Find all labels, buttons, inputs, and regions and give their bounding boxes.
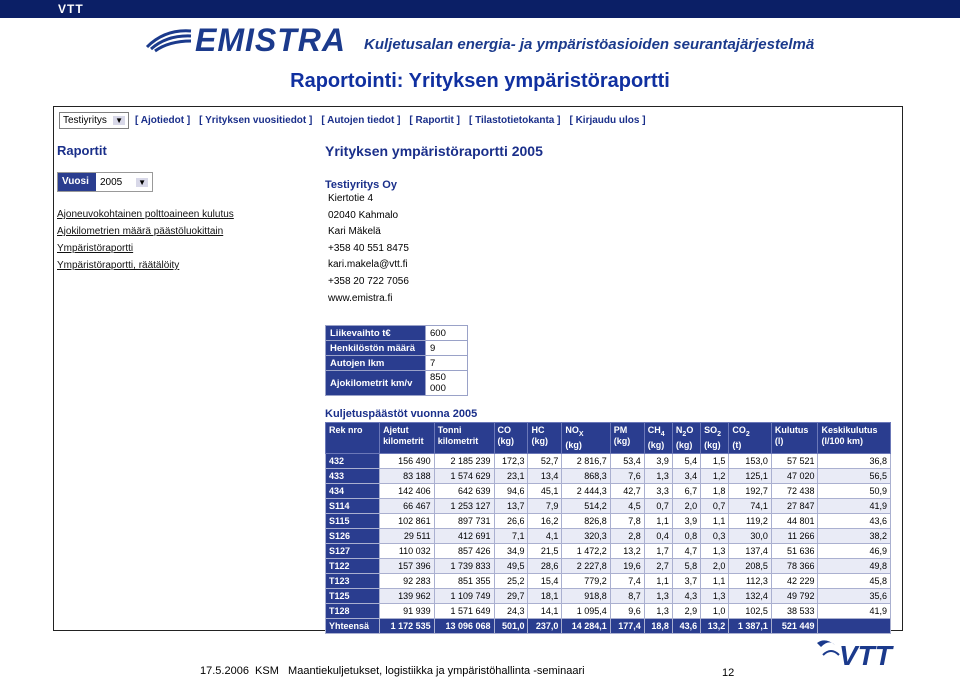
reg-number-cell: T125 <box>326 588 380 603</box>
table-cell: 110 032 <box>380 543 435 558</box>
table-cell: 94,6 <box>494 483 528 498</box>
key-value: 7 <box>426 356 468 371</box>
table-cell: 24,3 <box>494 603 528 618</box>
table-cell: 2,8 <box>610 528 644 543</box>
emissions-table <box>325 422 891 634</box>
table-cell: 49,8 <box>818 558 891 573</box>
table-header-row <box>326 423 891 454</box>
table-cell: 92 283 <box>380 573 435 588</box>
table-cell: 5,8 <box>672 558 700 573</box>
total-cell: 13,2 <box>701 618 729 633</box>
table-cell: 779,2 <box>562 573 610 588</box>
table-cell: 57 521 <box>771 453 818 468</box>
table-cell: 1,3 <box>644 603 672 618</box>
table-row <box>326 371 468 396</box>
table-cell: 0,7 <box>701 498 729 513</box>
nav-link-yrityksen-vuositiedot[interactable]: [ Yrityksen vuositiedot ] <box>199 115 313 126</box>
footer-text: 17.5.2006 KSM Maantiekuljetukset, logistiikka ja ympäristöhallinta -seminaari <box>200 665 585 677</box>
column-header-label: N <box>675 425 683 436</box>
column-header <box>610 423 644 454</box>
table-cell: 157 396 <box>380 558 435 573</box>
key-label: Liikevaihto t€ <box>326 326 426 341</box>
column-header-unit: (t) <box>732 439 742 450</box>
emistra-brand: EMISTRA <box>195 21 346 58</box>
table-cell: 34,9 <box>494 543 528 558</box>
table-cell: 1,3 <box>644 588 672 603</box>
reg-number-cell: 432 <box>326 453 380 468</box>
table-cell: 1 574 629 <box>434 468 494 483</box>
key-value: 850 000 <box>426 371 468 396</box>
table-cell: 112,3 <box>729 573 772 588</box>
key-figures-table <box>325 325 468 396</box>
column-header-unit: (l/100 km) <box>821 436 863 447</box>
column-header-subscript: 2 <box>717 430 722 438</box>
column-header-unit: (l) <box>774 436 784 447</box>
table-cell: 72 438 <box>771 483 818 498</box>
table-cell: 1,5 <box>701 453 729 468</box>
contact-line: +358 40 551 8475 <box>328 242 409 254</box>
total-cell: 1 172 535 <box>380 618 435 633</box>
table-cell: 1,1 <box>644 573 672 588</box>
table-cell: 8,7 <box>610 588 644 603</box>
total-label: Yhteensä <box>326 618 380 633</box>
table-cell: 3,7 <box>672 573 700 588</box>
table-cell: 897 731 <box>434 513 494 528</box>
contact-block <box>325 191 895 307</box>
vtt-logo-text: VTT <box>839 640 892 669</box>
reg-number-cell: S126 <box>326 528 380 543</box>
emissions-body <box>326 453 891 633</box>
table-cell: 1,7 <box>644 543 672 558</box>
column-header <box>434 423 494 454</box>
table-cell: 320,3 <box>562 528 610 543</box>
table-row <box>326 326 468 341</box>
emistra-tagline: Kuljetusalan energia- ja ympäristöasioiden seurantajärjestelmä <box>364 35 815 53</box>
nav-link-raportit[interactable]: [ Raportit ] <box>409 115 460 126</box>
table-row <box>326 588 891 603</box>
table-cell: 11 266 <box>771 528 818 543</box>
table-cell: 1,1 <box>701 573 729 588</box>
total-cell: 43,6 <box>672 618 700 633</box>
nav-link-kirjaudu-ulos[interactable]: [ Kirjaudu ulos ] <box>569 115 646 126</box>
column-header-unit: (kg) <box>613 436 631 447</box>
table-cell: 102,5 <box>729 603 772 618</box>
table-cell: 18,1 <box>528 588 562 603</box>
reg-number-cell: 434 <box>326 483 380 498</box>
column-header-subscript: 2 <box>682 430 687 438</box>
table-cell: 7,8 <box>610 513 644 528</box>
table-cell: 19,6 <box>610 558 644 573</box>
app-frame <box>53 106 903 631</box>
table-cell: 868,3 <box>562 468 610 483</box>
table-cell: 1 571 649 <box>434 603 494 618</box>
table-cell: 4,5 <box>610 498 644 513</box>
emissions-title: Kuljetuspäästöt vuonna 2005 <box>325 408 478 421</box>
year-select[interactable] <box>57 172 153 192</box>
table-cell: 918,8 <box>562 588 610 603</box>
table-cell: 851 355 <box>434 573 494 588</box>
table-cell: 13,7 <box>494 498 528 513</box>
table-cell: 91 939 <box>380 603 435 618</box>
table-cell: 642 639 <box>434 483 494 498</box>
table-row <box>326 356 468 371</box>
table-cell: 412 691 <box>434 528 494 543</box>
table-cell: 15,4 <box>528 573 562 588</box>
table-cell: 2,9 <box>672 603 700 618</box>
table-cell: 2,7 <box>644 558 672 573</box>
header-label: VTT <box>58 2 84 16</box>
table-cell: 826,8 <box>562 513 610 528</box>
table-cell: 43,6 <box>818 513 891 528</box>
table-cell: 53,4 <box>610 453 644 468</box>
column-header-subscript: 2 <box>745 430 750 438</box>
table-cell: 1,1 <box>701 513 729 528</box>
column-header-label: PM <box>613 425 628 436</box>
table-cell: 1,8 <box>701 483 729 498</box>
table-row <box>326 513 891 528</box>
table-cell: 2 185 239 <box>434 453 494 468</box>
table-cell: 36,8 <box>818 453 891 468</box>
vtt-header-bar <box>0 0 960 18</box>
contact-line: 02040 Kahmalo <box>328 209 399 221</box>
nav-link-autojen-tiedot[interactable]: [ Autojen tiedot ] <box>321 115 401 126</box>
slide-title: Raportointi: Yrityksen ympäristöraportti <box>290 70 670 92</box>
column-header-unit: kilometrit <box>437 436 479 447</box>
table-cell: 13,2 <box>610 543 644 558</box>
table-cell: 2 444,3 <box>562 483 610 498</box>
contact-line: Kari Mäkelä <box>328 226 381 238</box>
table-cell: 45,8 <box>818 573 891 588</box>
column-header-unit: (kg) <box>675 439 693 450</box>
table-cell: 1,3 <box>644 468 672 483</box>
table-cell: 0,3 <box>701 528 729 543</box>
table-cell: 132,4 <box>729 588 772 603</box>
column-header <box>729 423 772 454</box>
sidebar <box>57 143 277 274</box>
column-header-label: Tonni <box>437 425 462 436</box>
table-cell: 45,1 <box>528 483 562 498</box>
vtt-logo-icon <box>815 635 910 669</box>
table-cell: 142 406 <box>380 483 435 498</box>
table-cell: 2 816,7 <box>562 453 610 468</box>
column-header-label: Keskikulutus <box>821 425 878 436</box>
table-cell: 38,2 <box>818 528 891 543</box>
column-header-unit: (kg) <box>704 439 721 450</box>
table-cell: 3,4 <box>672 468 700 483</box>
total-row <box>326 618 891 633</box>
year-value: 2005 <box>100 176 123 188</box>
table-cell: 208,5 <box>729 558 772 573</box>
table-row <box>326 573 891 588</box>
table-cell: 56,5 <box>818 468 891 483</box>
table-cell: 51 636 <box>771 543 818 558</box>
year-dropdown[interactable] <box>96 173 152 191</box>
company-select[interactable] <box>59 112 129 129</box>
column-header-label: HC <box>531 425 545 436</box>
column-header-subscript: 4 <box>660 430 665 438</box>
table-row <box>326 498 891 513</box>
contact-line: Kiertotie 4 <box>328 193 374 204</box>
table-row <box>326 528 891 543</box>
report-links <box>57 206 277 274</box>
reg-number-cell: S114 <box>326 498 380 513</box>
table-cell: 29 511 <box>380 528 435 543</box>
table-cell: 50,9 <box>818 483 891 498</box>
table-cell: 119,2 <box>729 513 772 528</box>
column-header <box>494 423 528 454</box>
column-header-label: Ajetut <box>383 425 409 436</box>
table-cell: 35,6 <box>818 588 891 603</box>
column-header <box>380 423 435 454</box>
report-link[interactable]: Ajoneuvokohtainen polttoaineen kulutus <box>57 209 234 220</box>
table-cell: 172,3 <box>494 453 528 468</box>
table-cell: 2,0 <box>672 498 700 513</box>
table-cell: 3,3 <box>644 483 672 498</box>
key-label: Autojen lkm <box>326 356 426 371</box>
table-cell: 1,1 <box>644 513 672 528</box>
reg-number-cell: S127 <box>326 543 380 558</box>
table-cell: 7,6 <box>610 468 644 483</box>
contact-line: kari.makela@vtt.fi <box>328 259 408 271</box>
total-cell <box>818 618 891 633</box>
column-header <box>771 423 818 454</box>
report-title: Yrityksen ympäristöraportti 2005 <box>325 143 543 159</box>
chevron-down-icon: ▼ <box>138 177 146 187</box>
table-cell: 7,4 <box>610 573 644 588</box>
table-cell: 1 739 833 <box>434 558 494 573</box>
table-cell: 1,3 <box>701 543 729 558</box>
table-cell: 102 861 <box>380 513 435 528</box>
table-cell: 7,1 <box>494 528 528 543</box>
column-header <box>818 423 891 454</box>
column-header-unit: (kg) <box>647 439 665 450</box>
chevron-down-icon: ▼ <box>115 116 123 125</box>
table-cell: 30,0 <box>729 528 772 543</box>
key-label: Ajokilometrit km/v <box>326 371 426 396</box>
table-cell: 153,0 <box>729 453 772 468</box>
table-cell: 139 962 <box>380 588 435 603</box>
table-cell: 125,1 <box>729 468 772 483</box>
table-cell: 41,9 <box>818 603 891 618</box>
table-cell: 78 366 <box>771 558 818 573</box>
table-cell: 0,7 <box>644 498 672 513</box>
table-cell: 25,2 <box>494 573 528 588</box>
table-cell: 0,8 <box>672 528 700 543</box>
table-cell: 66 467 <box>380 498 435 513</box>
table-cell: 1 472,2 <box>562 543 610 558</box>
column-header-unit: (kg) <box>565 439 582 450</box>
table-row <box>326 468 891 483</box>
reg-number-cell: T128 <box>326 603 380 618</box>
table-cell: 26,6 <box>494 513 528 528</box>
table-cell: 14,1 <box>528 603 562 618</box>
table-cell: 83 188 <box>380 468 435 483</box>
column-header-label: CO <box>497 425 512 436</box>
report-panel <box>325 143 895 634</box>
emistra-swoosh-icon <box>145 25 193 55</box>
table-cell: 47 020 <box>771 468 818 483</box>
table-cell: 1,0 <box>701 603 729 618</box>
total-cell: 18,8 <box>644 618 672 633</box>
table-cell: 49,5 <box>494 558 528 573</box>
table-cell: 41,9 <box>818 498 891 513</box>
column-header-label: CH <box>647 425 661 436</box>
table-cell: 1 253 127 <box>434 498 494 513</box>
company-select-value: Testiyritys <box>63 115 107 126</box>
report-link[interactable]: Ajokilometrien määrä päästöluokittain <box>57 226 224 237</box>
column-header-unit: (kg) <box>531 436 548 447</box>
table-cell: 49 792 <box>771 588 818 603</box>
page-number: 12 <box>722 667 735 679</box>
column-header <box>701 423 729 454</box>
table-cell: 4,1 <box>528 528 562 543</box>
column-header <box>326 423 380 454</box>
total-cell: 1 387,1 <box>729 618 772 633</box>
table-cell: 4,3 <box>672 588 700 603</box>
table-cell: 74,1 <box>729 498 772 513</box>
table-cell: 27 847 <box>771 498 818 513</box>
company-name: Testiyritys Oy <box>325 179 397 191</box>
column-header-label: NO <box>565 425 579 436</box>
key-value: 600 <box>426 326 468 341</box>
column-header <box>562 423 610 454</box>
table-cell: 42,7 <box>610 483 644 498</box>
table-row <box>326 483 891 498</box>
column-header <box>672 423 700 454</box>
total-cell: 13 096 068 <box>434 618 494 633</box>
table-cell: 7,9 <box>528 498 562 513</box>
total-cell: 501,0 <box>494 618 528 633</box>
table-cell: 4,7 <box>672 543 700 558</box>
table-row <box>326 603 891 618</box>
table-cell: 156 490 <box>380 453 435 468</box>
total-cell: 521 449 <box>771 618 818 633</box>
table-cell: 16,2 <box>528 513 562 528</box>
nav-bar <box>59 112 655 129</box>
table-cell: 1,3 <box>701 588 729 603</box>
table-cell: 52,7 <box>528 453 562 468</box>
table-cell: 23,1 <box>494 468 528 483</box>
nav-link-tilastotietokanta[interactable]: [ Tilastotietokanta ] <box>468 115 561 126</box>
table-cell: 3,9 <box>644 453 672 468</box>
column-header-unit: (kg) <box>497 436 515 447</box>
table-cell: 9,6 <box>610 603 644 618</box>
key-label: Henkilöstön määrä <box>326 341 426 356</box>
contact-line: www.emistra.fi <box>328 292 393 304</box>
contact-line: +358 20 722 7056 <box>328 275 409 287</box>
column-header-label: CO <box>732 425 746 436</box>
table-cell: 192,7 <box>729 483 772 498</box>
column-header-label: Kulutus <box>774 425 809 436</box>
emistra-logo <box>145 22 814 58</box>
table-cell: 2 227,8 <box>562 558 610 573</box>
report-link[interactable]: Ympäristöraportti, räätälöity <box>57 260 180 271</box>
report-link[interactable]: Ympäristöraportti <box>57 243 134 254</box>
table-cell: 2,0 <box>701 558 729 573</box>
table-cell: 5,4 <box>672 453 700 468</box>
total-cell: 177,4 <box>610 618 644 633</box>
column-header <box>644 423 672 454</box>
reg-number-cell: 433 <box>326 468 380 483</box>
table-cell: 3,9 <box>672 513 700 528</box>
column-header-label: SO <box>704 425 718 436</box>
year-label: Vuosi <box>58 173 96 191</box>
table-cell: 0,4 <box>644 528 672 543</box>
reg-number-cell: S115 <box>326 513 380 528</box>
table-row <box>326 558 891 573</box>
column-header-label: Rek nro <box>329 425 363 436</box>
table-cell: 44 801 <box>771 513 818 528</box>
table-cell: 46,9 <box>818 543 891 558</box>
nav-link-ajotiedot[interactable]: [ Ajotiedot ] <box>135 115 191 126</box>
table-cell: 38 533 <box>771 603 818 618</box>
key-value: 9 <box>426 341 468 356</box>
total-cell: 14 284,1 <box>562 618 610 633</box>
table-cell: 21,5 <box>528 543 562 558</box>
table-cell: 514,2 <box>562 498 610 513</box>
table-cell: 1,2 <box>701 468 729 483</box>
table-cell: 1 095,4 <box>562 603 610 618</box>
column-header-tail: O <box>686 425 694 436</box>
reg-number-cell: T123 <box>326 573 380 588</box>
sidebar-heading: Raportit <box>57 143 107 158</box>
table-row <box>326 341 468 356</box>
table-cell: 1 109 749 <box>434 588 494 603</box>
total-cell: 237,0 <box>528 618 562 633</box>
table-row <box>326 543 891 558</box>
table-cell: 13,4 <box>528 468 562 483</box>
column-header-unit: kilometrit <box>383 436 424 447</box>
column-header-subscript: X <box>578 430 584 438</box>
table-row <box>326 453 891 468</box>
table-cell: 28,6 <box>528 558 562 573</box>
table-cell: 29,7 <box>494 588 528 603</box>
table-cell: 6,7 <box>672 483 700 498</box>
table-cell: 857 426 <box>434 543 494 558</box>
table-cell: 137,4 <box>729 543 772 558</box>
column-header <box>528 423 562 454</box>
reg-number-cell: T122 <box>326 558 380 573</box>
table-cell: 42 229 <box>771 573 818 588</box>
